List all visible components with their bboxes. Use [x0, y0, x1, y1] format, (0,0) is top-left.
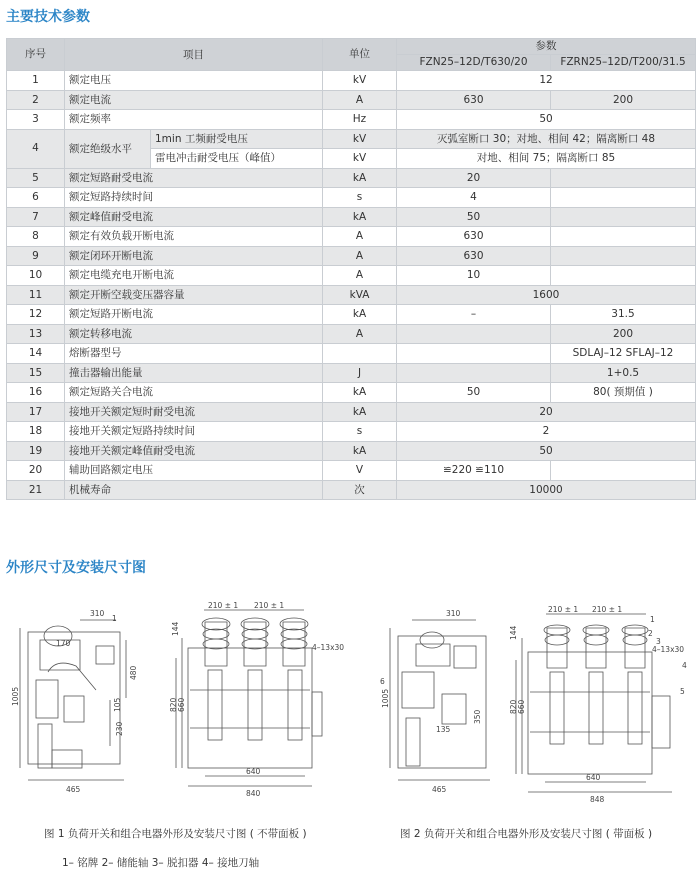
table-row — [7, 480, 696, 500]
table-cell: 50 — [397, 207, 551, 227]
dim-230: 230 — [115, 721, 124, 736]
table-cell: kV — [323, 129, 397, 149]
table-cell: A — [323, 227, 397, 247]
table-cell: A — [323, 324, 397, 344]
table-cell — [397, 324, 551, 344]
parts-legend: 1– 铭牌 2– 储能轴 3– 脱扣器 4– 接地刀轴 — [62, 857, 260, 869]
table-cell — [551, 207, 696, 227]
table-row — [7, 71, 696, 91]
fig2-dim-210-a: 210 ± 1 — [548, 605, 579, 614]
fig2-part-6-label: 6 — [380, 677, 385, 686]
table-cell: – — [397, 305, 551, 325]
table-cell: SDLAJ–12 SFLAJ–12 — [551, 344, 696, 364]
part-1-label: 1 — [112, 614, 117, 623]
table-row — [7, 246, 696, 266]
table-cell: kA — [323, 441, 397, 461]
fig2-dim-640: 640 — [586, 773, 601, 782]
table-cell: 50 — [397, 441, 696, 461]
table-cell: kV — [323, 149, 397, 169]
table-cell: 次 — [323, 480, 397, 500]
table-row — [7, 90, 696, 110]
table-cell: 接地开关额定短路持续时间 — [65, 422, 323, 442]
table-cell: 12 — [7, 305, 65, 325]
table-row — [7, 168, 696, 188]
table-cell: 10000 — [397, 480, 696, 500]
table-row — [7, 383, 696, 403]
table-cell: 1+0.5 — [551, 363, 696, 383]
table-cell: 对地、相间 75；隔离断口 85 — [397, 149, 696, 169]
section-title-tech-params: 主要技术参数 — [6, 9, 90, 25]
fig2-dim-210-b: 210 ± 1 — [592, 605, 623, 614]
figure-2-caption: 图 2 负荷开关和组合电器外形及安装尺寸图 ( 带面板 ) — [400, 828, 653, 840]
table-header-row — [7, 39, 696, 55]
table-cell: 额定转移电流 — [65, 324, 323, 344]
table-cell: ≌220 ≌110 — [397, 461, 551, 481]
table-cell: 额定短路持续时间 — [65, 188, 323, 208]
fig2-part-3-label: 3 — [656, 637, 661, 646]
table-cell: 19 — [7, 441, 65, 461]
table-cell: 1min 工频耐受电压 — [151, 129, 323, 149]
table-cell: 12 — [397, 71, 696, 91]
table-cell: 200 — [551, 90, 696, 110]
table-cell — [551, 227, 696, 247]
table-cell: 21 — [7, 480, 65, 500]
table-cell: 13 — [7, 324, 65, 344]
table-cell: 额定电压 — [65, 71, 323, 91]
table-cell — [397, 363, 551, 383]
dim-310: 310 — [90, 609, 105, 618]
table-cell: kA — [323, 383, 397, 403]
table-row — [7, 461, 696, 481]
table-cell: 10 — [7, 266, 65, 286]
table-row — [7, 110, 696, 130]
table-cell: 熔断器型号 — [65, 344, 323, 364]
dim-170: 170 — [56, 639, 71, 648]
table-row — [7, 129, 696, 149]
fig2-dim-144: 144 — [509, 625, 518, 640]
table-cell: 20 — [397, 402, 696, 422]
table-cell: 17 — [7, 402, 65, 422]
table-cell: kV — [323, 71, 397, 91]
table-cell: 18 — [7, 422, 65, 442]
table-cell: 80( 预期值 ) — [551, 383, 696, 403]
table-cell: 撞击器输出能量 — [65, 363, 323, 383]
table-cell: 15 — [7, 363, 65, 383]
table-cell: 额定电缆充电开断电流 — [65, 266, 323, 286]
fig2-part-5-label: 5 — [680, 687, 685, 696]
table-cell: 灭弧室断口 30；对地、相间 42；隔离断口 48 — [397, 129, 696, 149]
fig2-dim-135: 135 — [436, 725, 451, 734]
table-cell: 10 — [397, 266, 551, 286]
table-row — [7, 363, 696, 383]
table-cell: 20 — [397, 168, 551, 188]
fig2-part-1-label: 1 — [650, 615, 655, 624]
table-cell: FZRN25–12D/T200/31.5 — [551, 55, 696, 71]
table-row — [7, 305, 696, 325]
dim-840: 840 — [246, 789, 261, 798]
table-row — [7, 227, 696, 247]
table-cell — [551, 266, 696, 286]
table-cell: 额定绝级水平 — [65, 129, 151, 168]
tech-params-table — [6, 38, 696, 500]
fig2-dim-hole: 4–13x30 — [652, 645, 685, 654]
table-cell — [323, 344, 397, 364]
table-cell: J — [323, 363, 397, 383]
figure-1-drawing — [0, 600, 350, 820]
table-cell: Hz — [323, 110, 397, 130]
dim-105: 105 — [113, 697, 122, 712]
fig2-dim-310: 310 — [446, 609, 461, 618]
dim-640: 640 — [246, 767, 261, 776]
dim-hole: 4–13x30 — [312, 643, 345, 652]
table-cell: 项目 — [65, 39, 323, 71]
table-cell: 4 — [7, 129, 65, 168]
table-cell: 16 — [7, 383, 65, 403]
table-cell: 11 — [7, 285, 65, 305]
table-cell: 额定短路耐受电流 — [65, 168, 323, 188]
table-cell: s — [323, 422, 397, 442]
table-cell: kVA — [323, 285, 397, 305]
dim-465: 465 — [66, 785, 81, 794]
table-cell: 额定短路关合电流 — [65, 383, 323, 403]
table-row — [7, 422, 696, 442]
table-cell: 630 — [397, 90, 551, 110]
table-cell: 额定短路开断电流 — [65, 305, 323, 325]
table-cell: 31.5 — [551, 305, 696, 325]
table-cell — [551, 246, 696, 266]
table-cell — [551, 188, 696, 208]
table-cell: kA — [323, 305, 397, 325]
table-cell: 8 — [7, 227, 65, 247]
table-cell: s — [323, 188, 397, 208]
dim-144: 144 — [171, 621, 180, 636]
table-cell: 额定闭环开断电流 — [65, 246, 323, 266]
table-row — [7, 266, 696, 286]
fig2-dim-660: 660 — [517, 699, 526, 714]
table-row — [7, 402, 696, 422]
table-cell: 单位 — [323, 39, 397, 71]
table-cell: 630 — [397, 246, 551, 266]
table-row — [7, 441, 696, 461]
dim-210-b: 210 ± 1 — [254, 601, 285, 610]
table-cell: 5 — [7, 168, 65, 188]
table-cell: 额定峰值耐受电流 — [65, 207, 323, 227]
table-cell: A — [323, 246, 397, 266]
table-cell: 1600 — [397, 285, 696, 305]
table-cell: 20 — [7, 461, 65, 481]
table-cell: 雷电冲击耐受电压（峰值） — [151, 149, 323, 169]
table-row — [7, 285, 696, 305]
table-cell: 7 — [7, 207, 65, 227]
table-cell: 2 — [397, 422, 696, 442]
section-title-dimensions: 外形尺寸及安装尺寸图 — [6, 560, 146, 576]
table-cell — [397, 344, 551, 364]
table-cell: 序号 — [7, 39, 65, 71]
table-cell: 额定电流 — [65, 90, 323, 110]
table-cell — [551, 168, 696, 188]
figure-2-drawing — [350, 600, 700, 820]
figure-1-caption: 图 1 负荷开关和组合电器外形及安装尺寸图 ( 不带面板 ) — [44, 828, 307, 840]
table-cell: 参数 — [397, 39, 696, 55]
table-cell: A — [323, 90, 397, 110]
table-row — [7, 188, 696, 208]
table-row — [7, 207, 696, 227]
table-cell: 1 — [7, 71, 65, 91]
dim-210-a: 210 ± 1 — [208, 601, 239, 610]
table-cell: kA — [323, 402, 397, 422]
table-cell: 额定开断空载变压器容量 — [65, 285, 323, 305]
table-cell: 机械寿命 — [65, 480, 323, 500]
table-cell: 接地开关额定峰值耐受电流 — [65, 441, 323, 461]
table-cell: 200 — [551, 324, 696, 344]
table-cell: 4 — [397, 188, 551, 208]
table-cell: V — [323, 461, 397, 481]
table-cell: 9 — [7, 246, 65, 266]
fig2-dim-350: 350 — [473, 709, 482, 724]
table-cell: FZN25–12D/T630/20 — [397, 55, 551, 71]
table-cell: kA — [323, 168, 397, 188]
fig2-dim-820: 820 — [509, 699, 518, 714]
dim-480: 480 — [129, 665, 138, 680]
fig2-part-2-label: 2 — [648, 629, 653, 638]
fig2-dim-1005: 1005 — [381, 688, 390, 708]
table-row — [7, 344, 696, 364]
table-cell: A — [323, 266, 397, 286]
table-cell — [551, 461, 696, 481]
table-cell: 50 — [397, 110, 696, 130]
table-row — [7, 324, 696, 344]
table-cell: 额定频率 — [65, 110, 323, 130]
table-cell: kA — [323, 207, 397, 227]
fig2-part-4-label: 4 — [682, 661, 687, 670]
table-cell: 630 — [397, 227, 551, 247]
table-cell: 辅助回路额定电压 — [65, 461, 323, 481]
table-cell: 接地开关额定短时耐受电流 — [65, 402, 323, 422]
fig2-dim-465: 465 — [432, 785, 447, 794]
table-cell: 3 — [7, 110, 65, 130]
dim-820: 820 — [169, 697, 178, 712]
table-cell: 6 — [7, 188, 65, 208]
dim-1005: 1005 — [11, 686, 20, 706]
dim-660: 660 — [177, 697, 186, 712]
table-cell: 50 — [397, 383, 551, 403]
table-cell: 额定有效负载开断电流 — [65, 227, 323, 247]
table-cell: 14 — [7, 344, 65, 364]
table-cell: 2 — [7, 90, 65, 110]
fig2-dim-848: 848 — [590, 795, 605, 804]
